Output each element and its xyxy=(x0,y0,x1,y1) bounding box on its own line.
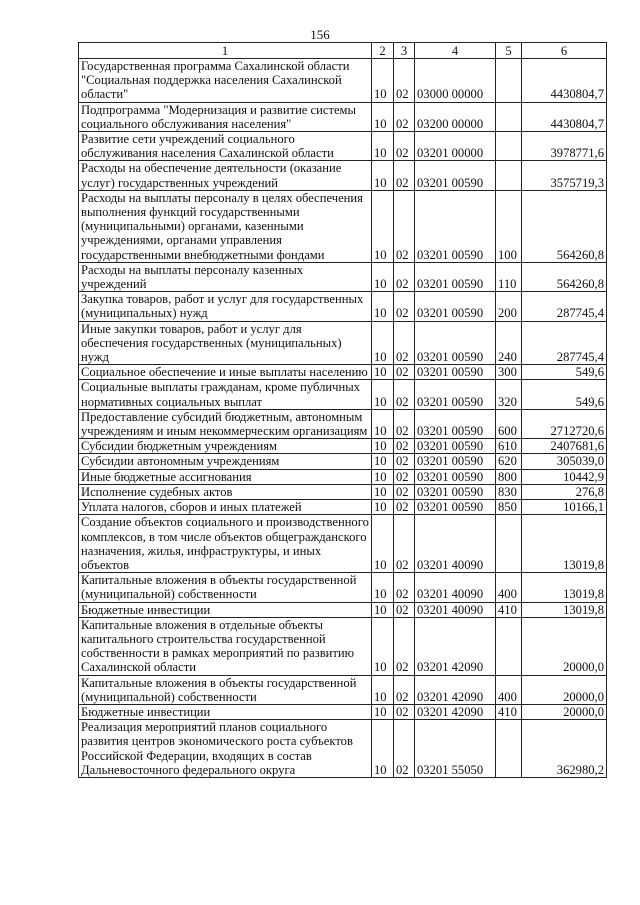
row-amount: 2712720,6 xyxy=(522,409,607,438)
row-target-article: 03201 00590 xyxy=(415,262,496,291)
row-amount: 362980,2 xyxy=(522,720,607,778)
table-row xyxy=(79,675,607,704)
row-section: 10 xyxy=(372,102,394,131)
row-amount: 20000,0 xyxy=(522,704,607,719)
row-section: 10 xyxy=(372,321,394,365)
row-expense-type: 610 xyxy=(496,439,522,454)
row-amount: 20000,0 xyxy=(522,617,607,675)
table-row xyxy=(79,484,607,499)
row-amount: 20000,0 xyxy=(522,675,607,704)
row-expense-type xyxy=(496,720,522,778)
row-subsection: 02 xyxy=(394,704,415,719)
row-expense-type: 300 xyxy=(496,365,522,380)
table-row xyxy=(79,454,607,469)
table-row xyxy=(79,321,607,365)
row-name: Предоставление субсидий бюджетным, автономным учреждениям и иным некоммерческим организациям xyxy=(79,409,372,438)
row-amount: 13019,8 xyxy=(522,573,607,602)
row-section: 10 xyxy=(372,484,394,499)
row-section: 10 xyxy=(372,380,394,409)
row-section: 10 xyxy=(372,704,394,719)
row-target-article: 03201 40090 xyxy=(415,602,496,617)
row-name: Субсидии автономным учреждениям xyxy=(79,454,372,469)
table-row xyxy=(79,573,607,602)
row-subsection: 02 xyxy=(394,132,415,161)
row-amount: 4430804,7 xyxy=(522,59,607,103)
row-name: Социальные выплаты гражданам, кроме публичных нормативных социальных выплат xyxy=(79,380,372,409)
row-subsection: 02 xyxy=(394,484,415,499)
table-row xyxy=(79,132,607,161)
row-amount: 3978771,6 xyxy=(522,132,607,161)
row-name: Социальное обеспечение и иные выплаты населению xyxy=(79,365,372,380)
row-name: Расходы на выплаты персоналу в целях обеспечения выполнения функций государственными (муниципальными) органами, казенными учреждениями, органами управления государственными внебюджетными фондами xyxy=(79,190,372,262)
row-subsection: 02 xyxy=(394,469,415,484)
row-name: Расходы на выплаты персоналу казенных учреждений xyxy=(79,262,372,291)
row-expense-type: 410 xyxy=(496,602,522,617)
row-section: 10 xyxy=(372,617,394,675)
row-expense-type: 600 xyxy=(496,409,522,438)
row-expense-type xyxy=(496,161,522,190)
table-row xyxy=(79,602,607,617)
row-name: Реализация мероприятий планов социального развития центров экономического роста субъектов Российской Федерации, входящих в состав Дальневосточного федерального округа xyxy=(79,720,372,778)
row-section: 10 xyxy=(372,675,394,704)
col-header-5: 5 xyxy=(496,43,522,59)
row-section: 10 xyxy=(372,190,394,262)
row-expense-type: 850 xyxy=(496,500,522,515)
row-target-article: 03201 00590 xyxy=(415,321,496,365)
row-expense-type: 400 xyxy=(496,675,522,704)
table-row xyxy=(79,617,607,675)
row-target-article: 03200 00000 xyxy=(415,102,496,131)
row-amount: 287745,4 xyxy=(522,321,607,365)
col-header-1: 1 xyxy=(79,43,372,59)
row-target-article: 03201 40090 xyxy=(415,515,496,573)
row-subsection: 02 xyxy=(394,602,415,617)
row-name: Субсидии бюджетным учреждениям xyxy=(79,439,372,454)
row-amount: 13019,8 xyxy=(522,602,607,617)
row-target-article: 03201 00590 xyxy=(415,454,496,469)
table-row xyxy=(79,292,607,321)
table-row xyxy=(79,469,607,484)
table-body xyxy=(79,59,607,778)
row-expense-type xyxy=(496,515,522,573)
row-name: Иные бюджетные ассигнования xyxy=(79,469,372,484)
row-subsection: 02 xyxy=(394,380,415,409)
row-section: 10 xyxy=(372,161,394,190)
row-target-article: 03201 42090 xyxy=(415,704,496,719)
col-header-6: 6 xyxy=(522,43,607,59)
row-target-article: 03201 00590 xyxy=(415,365,496,380)
row-target-article: 03201 00590 xyxy=(415,292,496,321)
row-name: Капитальные вложения в объекты государственной (муниципальной) собственности xyxy=(79,573,372,602)
row-target-article: 03201 00590 xyxy=(415,469,496,484)
row-subsection: 02 xyxy=(394,409,415,438)
row-name: Бюджетные инвестиции xyxy=(79,602,372,617)
row-name: Создание объектов социального и производственного комплексов, в том числе объектов общегражданского назначения, жилья, инфраструктуры, и иных объектов xyxy=(79,515,372,573)
table-row xyxy=(79,102,607,131)
row-expense-type: 800 xyxy=(496,469,522,484)
row-target-article: 03201 00590 xyxy=(415,500,496,515)
row-name: Подпрограмма "Модернизация и развитие системы социального обслуживания населения" xyxy=(79,102,372,131)
row-expense-type xyxy=(496,132,522,161)
budget-table xyxy=(78,42,607,778)
page-number: 156 xyxy=(310,27,330,42)
row-subsection: 02 xyxy=(394,190,415,262)
row-target-article: 03201 00590 xyxy=(415,439,496,454)
row-section: 10 xyxy=(372,409,394,438)
table-row xyxy=(79,409,607,438)
row-section: 10 xyxy=(372,262,394,291)
row-subsection: 02 xyxy=(394,262,415,291)
table-row xyxy=(79,262,607,291)
row-target-article: 03000 00000 xyxy=(415,59,496,103)
row-section: 10 xyxy=(372,454,394,469)
row-target-article: 03201 40090 xyxy=(415,573,496,602)
row-target-article: 03201 00000 xyxy=(415,132,496,161)
row-expense-type: 320 xyxy=(496,380,522,409)
row-amount: 549,6 xyxy=(522,380,607,409)
row-expense-type: 400 xyxy=(496,573,522,602)
col-header-4: 4 xyxy=(415,43,496,59)
row-subsection: 02 xyxy=(394,365,415,380)
row-subsection: 02 xyxy=(394,500,415,515)
row-amount: 564260,8 xyxy=(522,262,607,291)
row-amount: 276,8 xyxy=(522,484,607,499)
row-expense-type: 410 xyxy=(496,704,522,719)
table-row xyxy=(79,161,607,190)
row-subsection: 02 xyxy=(394,454,415,469)
row-expense-type: 200 xyxy=(496,292,522,321)
row-name: Иные закупки товаров, работ и услуг для обеспечения государственных (муниципальных) нужд xyxy=(79,321,372,365)
row-expense-type: 830 xyxy=(496,484,522,499)
col-header-2: 2 xyxy=(372,43,394,59)
row-amount: 287745,4 xyxy=(522,292,607,321)
row-subsection: 02 xyxy=(394,573,415,602)
row-section: 10 xyxy=(372,365,394,380)
row-expense-type xyxy=(496,59,522,103)
row-target-article: 03201 00590 xyxy=(415,484,496,499)
row-target-article: 03201 42090 xyxy=(415,675,496,704)
col-header-3: 3 xyxy=(394,43,415,59)
row-name: Государственная программа Сахалинской области "Социальная поддержка населения Сахалинской области" xyxy=(79,59,372,103)
row-name: Капитальные вложения в отдельные объекты капитального строительства государственной собственности в рамках мероприятий по развитию Сахалинской области xyxy=(79,617,372,675)
row-expense-type: 240 xyxy=(496,321,522,365)
header-row xyxy=(79,43,607,59)
row-amount: 4430804,7 xyxy=(522,102,607,131)
row-subsection: 02 xyxy=(394,59,415,103)
row-name: Исполнение судебных актов xyxy=(79,484,372,499)
row-target-article: 03201 00590 xyxy=(415,380,496,409)
row-section: 10 xyxy=(372,573,394,602)
table-row xyxy=(79,59,607,103)
row-name: Развитие сети учреждений социального обслуживания населения Сахалинской области xyxy=(79,132,372,161)
table-row xyxy=(79,365,607,380)
row-subsection: 02 xyxy=(394,292,415,321)
table-row xyxy=(79,720,607,778)
row-expense-type xyxy=(496,102,522,131)
row-subsection: 02 xyxy=(394,439,415,454)
row-expense-type: 620 xyxy=(496,454,522,469)
row-section: 10 xyxy=(372,720,394,778)
row-section: 10 xyxy=(372,515,394,573)
row-amount: 305039,0 xyxy=(522,454,607,469)
table-row xyxy=(79,704,607,719)
row-target-article: 03201 00590 xyxy=(415,161,496,190)
row-target-article: 03201 00590 xyxy=(415,190,496,262)
row-amount: 3575719,3 xyxy=(522,161,607,190)
table-row xyxy=(79,190,607,262)
row-subsection: 02 xyxy=(394,161,415,190)
row-amount: 10442,9 xyxy=(522,469,607,484)
row-subsection: 02 xyxy=(394,720,415,778)
row-amount: 13019,8 xyxy=(522,515,607,573)
row-subsection: 02 xyxy=(394,515,415,573)
row-target-article: 03201 00590 xyxy=(415,409,496,438)
table-row xyxy=(79,515,607,573)
row-expense-type xyxy=(496,617,522,675)
row-name: Уплата налогов, сборов и иных платежей xyxy=(79,500,372,515)
row-section: 10 xyxy=(372,602,394,617)
row-section: 10 xyxy=(372,469,394,484)
row-subsection: 02 xyxy=(394,617,415,675)
row-name: Закупка товаров, работ и услуг для государственных (муниципальных) нужд xyxy=(79,292,372,321)
row-section: 10 xyxy=(372,59,394,103)
row-section: 10 xyxy=(372,500,394,515)
row-name: Расходы на обеспечение деятельности (оказание услуг) государственных учреждений xyxy=(79,161,372,190)
row-amount: 10166,1 xyxy=(522,500,607,515)
row-target-article: 03201 42090 xyxy=(415,617,496,675)
row-amount: 564260,8 xyxy=(522,190,607,262)
row-section: 10 xyxy=(372,439,394,454)
table-row xyxy=(79,439,607,454)
row-amount: 2407681,6 xyxy=(522,439,607,454)
row-expense-type: 100 xyxy=(496,190,522,262)
row-expense-type: 110 xyxy=(496,262,522,291)
row-target-article: 03201 55050 xyxy=(415,720,496,778)
row-subsection: 02 xyxy=(394,102,415,131)
row-section: 10 xyxy=(372,292,394,321)
table-row xyxy=(79,380,607,409)
row-amount: 549,6 xyxy=(522,365,607,380)
row-section: 10 xyxy=(372,132,394,161)
row-subsection: 02 xyxy=(394,321,415,365)
table-row xyxy=(79,500,607,515)
row-subsection: 02 xyxy=(394,675,415,704)
row-name: Капитальные вложения в объекты государственной (муниципальной) собственности xyxy=(79,675,372,704)
row-name: Бюджетные инвестиции xyxy=(79,704,372,719)
